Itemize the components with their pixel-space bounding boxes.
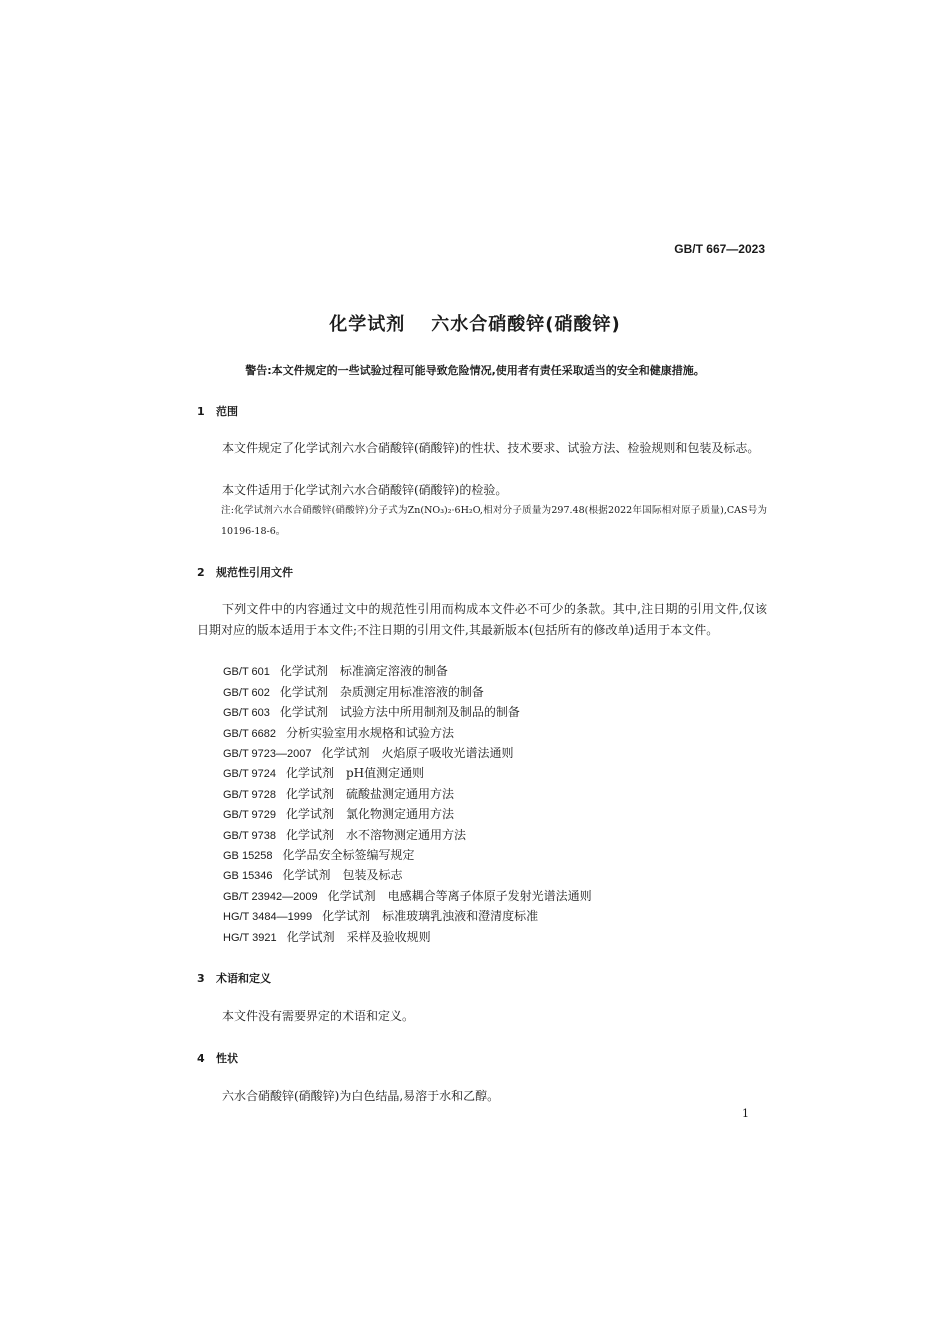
section-2-number: 2: [197, 566, 205, 579]
reference-item: [223, 764, 424, 781]
section-3-heading: [197, 970, 271, 986]
reference-code: GB/T 9729: [223, 809, 276, 821]
reference-item: [223, 683, 484, 700]
reference-item: [223, 724, 454, 741]
section-3-title: 术语和定义: [216, 972, 271, 985]
reference-title: 化学试剂 包装及标志: [282, 868, 403, 882]
section-4-paragraph-1: 六水合硝酸锌(硝酸锌)为白色结晶,易溶于水和乙醇。: [222, 1089, 500, 1103]
reference-title: 化学试剂 标准滴定溶液的制备: [279, 664, 448, 678]
reference-code: HG/T 3921: [223, 932, 277, 944]
section-2-paragraph-1: 下列文件中的内容通过文中的规范性引用而构成本文件必不可少的条款。其中,注日期的引用文件,仅该日期对应的版本适用于本文件;不注日期的引用文件,其最新版本(包括所有的修改单)适用于本文件。: [197, 602, 767, 637]
warning-statement: 警告:本文件规定的一些试验过程可能导致危险情况,使用者有责任采取适当的安全和健康措施。: [245, 364, 705, 377]
section-4-heading: [197, 1050, 238, 1066]
reference-code: GB 15258: [223, 850, 273, 862]
reference-title: 化学试剂 pH值测定通则: [286, 766, 425, 780]
section-1-paragraph-1: 本文件规定了化学试剂六水合硝酸锌(硝酸锌)的性状、技术要求、试验方法、检验规则和包装及标志。: [222, 441, 760, 455]
reference-code: GB/T 9723—2007: [223, 748, 312, 760]
reference-code: GB/T 602: [223, 687, 270, 699]
reference-item: [223, 907, 538, 924]
section-1-note: 注:化学试剂六水合硝酸锌(硝酸锌)分子式为Zn(NO₃)₂·6H₂O,相对分子质量为297.48(根据2022年国际相对原子质量),CAS号为10196-18-6。: [221, 505, 767, 537]
reference-title: 分析实验室用水规格和试验方法: [286, 726, 455, 740]
reference-item: [223, 826, 466, 843]
reference-title: 化学试剂 硫酸盐测定通用方法: [286, 787, 455, 801]
reference-code: GB 15346: [223, 870, 273, 882]
reference-code: GB/T 603: [223, 707, 270, 719]
section-4-number: 4: [197, 1052, 205, 1065]
reference-title: 化学试剂 采样及验收规则: [286, 930, 431, 944]
standard-code: GB/T 667—2023: [674, 242, 765, 256]
reference-item: [223, 866, 403, 883]
reference-title: 化学试剂 水不溶物测定通用方法: [286, 828, 467, 842]
reference-title: 化学试剂 标准玻璃乳浊液和澄清度标准: [322, 909, 539, 923]
reference-code: GB/T 9728: [223, 789, 276, 801]
reference-title: 化学品安全标签编写规定: [282, 848, 415, 862]
page-number: 1: [742, 1107, 749, 1120]
reference-item: [223, 662, 448, 679]
section-4-title: 性状: [216, 1052, 238, 1065]
reference-item: [223, 703, 520, 720]
section-2-heading: [197, 564, 293, 580]
document-title: [0, 310, 950, 336]
section-2-title: 规范性引用文件: [216, 566, 293, 579]
section-3-paragraph-1: 本文件没有需要界定的术语和定义。: [222, 1009, 415, 1023]
reference-title: 化学试剂 杂质测定用标准溶液的制备: [279, 685, 484, 699]
reference-code: GB/T 23942—2009: [223, 891, 318, 903]
section-1-title: 范围: [216, 405, 238, 418]
reference-title: 化学试剂 电感耦合等离子体原子发射光谱法通则: [327, 889, 592, 903]
reference-item: [223, 785, 454, 802]
reference-code: GB/T 6682: [223, 728, 276, 740]
reference-item: [223, 744, 513, 761]
reference-code: GB/T 9738: [223, 830, 276, 842]
reference-code: GB/T 601: [223, 666, 270, 678]
reference-title: 化学试剂 氯化物测定通用方法: [286, 807, 455, 821]
reference-code: GB/T 9724: [223, 768, 276, 780]
reference-item: [223, 887, 592, 904]
reference-title: 化学试剂 试验方法中所用制剂及制品的制备: [279, 705, 520, 719]
section-1-paragraph-2: 本文件适用于化学试剂六水合硝酸锌(硝酸锌)的检验。: [222, 483, 508, 497]
title-part-1: 化学试剂: [329, 314, 406, 335]
reference-item: [223, 846, 415, 863]
reference-code: HG/T 3484—1999: [223, 911, 313, 923]
section-1-heading: [197, 403, 238, 419]
section-1-number: 1: [197, 405, 205, 418]
title-part-2: 六水合硝酸锌(硝酸锌): [431, 314, 621, 335]
reference-title: 化学试剂 火焰原子吸收光谱法通则: [321, 746, 514, 760]
reference-item: [223, 928, 431, 945]
reference-item: [223, 805, 454, 822]
section-3-number: 3: [197, 972, 205, 985]
